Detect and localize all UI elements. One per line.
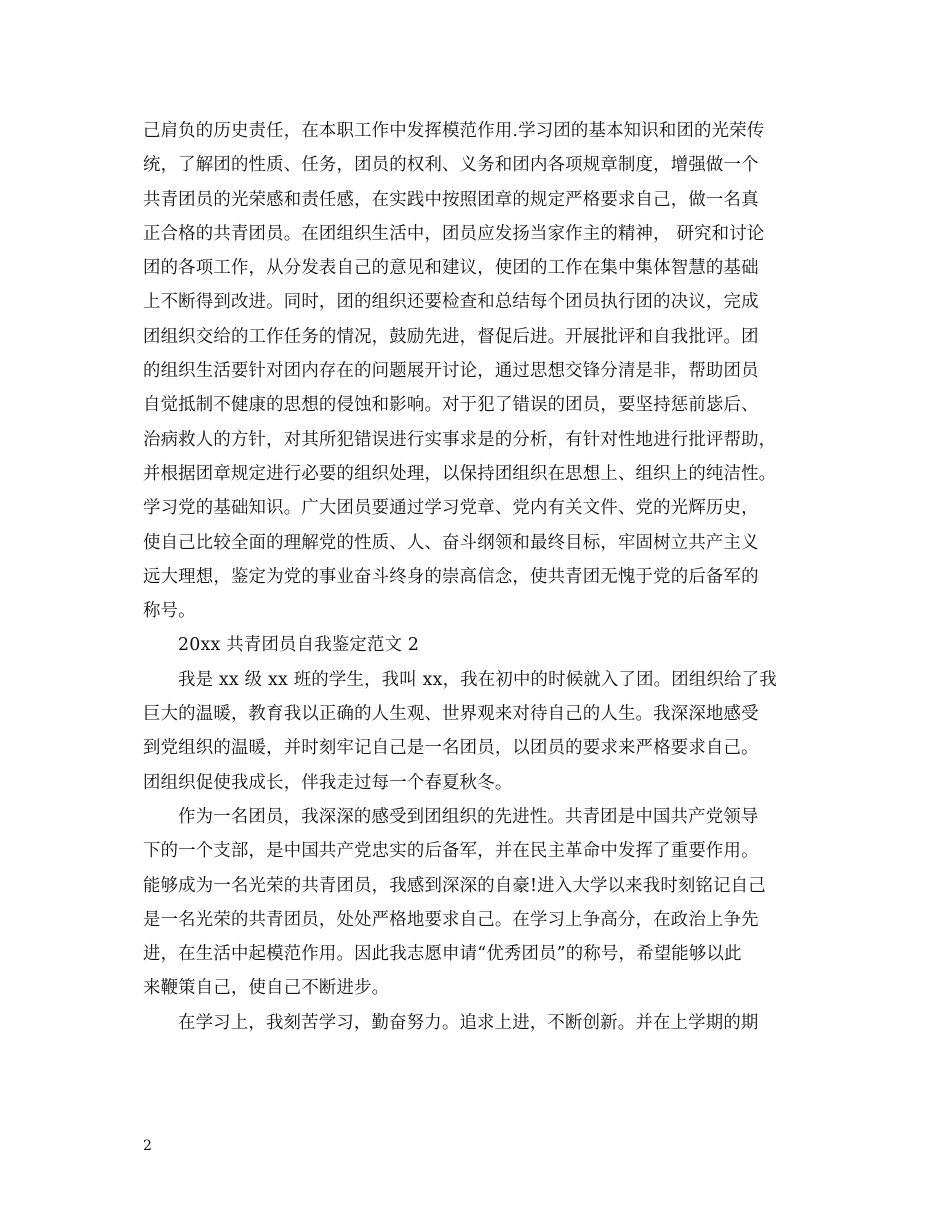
text-line: 进，在生活中起模范作用。因此我志愿申请“优秀团员”的称号，希望能够以此 — [143, 944, 742, 965]
text-line: 在学习上，我刻苦学习，勤奋努力。追求上进，不断创新。并在上学期的期 — [178, 1012, 759, 1033]
text-line: 能够成为一名光荣的共青团员，我感到深深的自豪!进入大学以来我时刻铭记自己 — [143, 875, 766, 896]
section-heading: 20xx 共青团员自我鉴定范文 2 — [178, 635, 420, 656]
text-line: 作为一名团员，我深深的感受到团组织的先进性。共青团是中国共产党领导 — [178, 806, 759, 827]
text-line: 下的一个支部，是中国共产党忠实的后备军，并在民主革命中发挥了重要作用。 — [143, 841, 759, 862]
text-line: 团的各项工作，从分发表自己的意见和建议，使团的工作在集中集体智慧的基础 — [143, 258, 759, 279]
page-number: 2 — [143, 1138, 152, 1154]
text-line: 正合格的共青团员。在团组织生活中，团员应发扬当家作主的精神， 研究和讨论 — [143, 223, 765, 244]
text-line: 团组织促使我成长，伴我走过每一个春夏秋冬。 — [143, 772, 513, 793]
text-line: 使自己比较全面的理解党的性质、人、奋斗纲领和最终目标，牢固树立共产主义 — [143, 532, 759, 553]
text-line: 团组织交给的工作任务的情况，鼓励先进，督促后进。开展批评和自我批评。团 — [143, 326, 759, 347]
text-line: 的组织生活要针对团内存在的问题展开讨论，通过思想交锋分清是非，帮助团员 — [143, 361, 759, 382]
text-line: 是一名光荣的共青团员，处处严格地要求自己。在学习上争高分，在政治上争先 — [143, 909, 759, 930]
text-line: 上不断得到改进。同时，团的组织还要检查和总结每个团员执行团的决议，完成 — [143, 292, 759, 313]
text-line: 学习党的基础知识。广大团员要通过学习党章、党内有关文件、党的光辉历史， — [143, 498, 759, 519]
text-line: 称号。 — [143, 601, 196, 622]
text-line: 统，了解团的性质、任务，团员的权利、义务和团内各项规章制度，增强做一个 — [143, 155, 759, 176]
text-line: 远大理想，鉴定为党的事业奋斗终身的崇高信念，使共青团无愧于党的后备军的 — [143, 566, 759, 587]
text-line: 到党组织的温暖，并时刻牢记自己是一名团员，以团员的要求来严格要求自己。 — [143, 738, 759, 759]
text-line: 共青团员的光荣感和责任感，在实践中按照团章的规定严格要求自己，做一名真 — [143, 189, 759, 210]
text-line: 我是 xx 级 xx 班的学生，我叫 xx，我在初中的时候就入了团。团组织给了我 — [178, 669, 777, 690]
text-line: 治病救人的方针，对其所犯错误进行实事求是的分析，有针对性地进行批评帮助， — [143, 429, 777, 450]
document-body — [143, 114, 823, 1040]
text-line: 并根据团章规定进行必要的组织处理，以保持团组织在思想上、组织上的纯洁性。 — [143, 463, 777, 484]
text-line: 巨大的温暖，教育我以正确的人生观、世界观来对待自己的人生。我深深地感受 — [143, 704, 759, 725]
text-line: 己肩负的历史责任，在本职工作中发挥模范作用.学习团的基本知识和团的光荣传 — [143, 121, 765, 141]
text-line: 来鞭策自己，使自己不断进步。 — [143, 978, 390, 999]
text-line: 自觉抵制不健康的思想的侵蚀和影响。对于犯了错误的团员，要坚持惩前毖后、 — [143, 395, 759, 416]
